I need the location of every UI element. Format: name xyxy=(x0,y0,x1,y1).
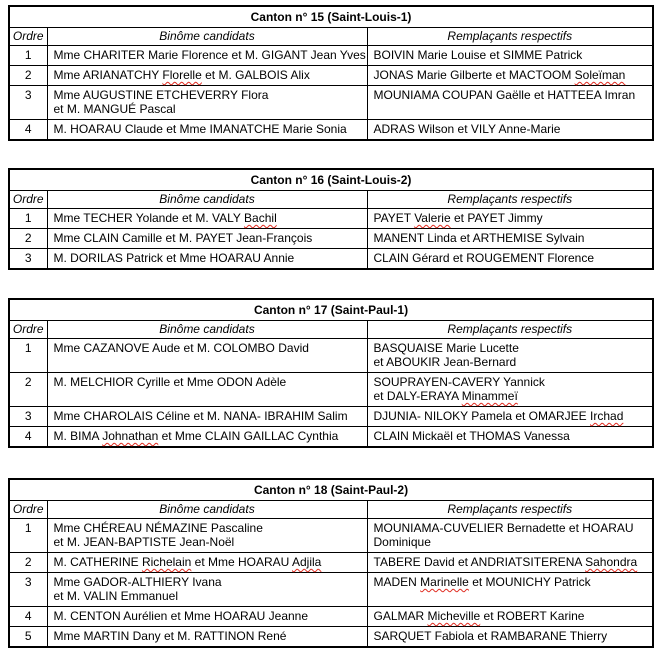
table-row xyxy=(9,627,653,648)
text-line xyxy=(374,389,649,403)
binome-cell xyxy=(47,249,367,270)
text-line xyxy=(54,575,363,589)
remplacants-cell xyxy=(367,627,653,648)
ordre-cell: 1 xyxy=(9,209,47,229)
text-run: et M. GALBOIS Alix xyxy=(201,68,310,82)
text-line xyxy=(374,88,649,102)
text-run: SOUPRAYEN-CAVERY Yannick xyxy=(373,375,545,389)
binome-cell xyxy=(47,373,367,407)
remplacants-cell xyxy=(367,427,653,448)
ordre-cell: 4 xyxy=(9,427,47,448)
column-header-row xyxy=(9,28,653,46)
binome-cell xyxy=(47,339,367,373)
column-header-binome: Binôme candidats xyxy=(47,28,367,46)
remplacants-cell xyxy=(367,209,653,229)
ordre-cell: 2 xyxy=(9,66,47,86)
binome-cell xyxy=(47,66,367,86)
text-line xyxy=(54,251,363,265)
misspelled-word: Minammeï xyxy=(461,389,518,403)
table-row xyxy=(9,519,653,553)
remplacants-cell xyxy=(367,249,653,270)
table-row xyxy=(9,46,653,66)
text-run: DJUNIA- NILOKY Pamela et OMARJEE xyxy=(373,409,591,423)
column-header-remplacants: Remplaçants respectifs xyxy=(367,501,653,519)
column-header-binome: Binôme candidats xyxy=(47,321,367,339)
text-line xyxy=(54,629,363,643)
text-line xyxy=(54,521,363,535)
remplacants-cell xyxy=(367,86,653,120)
text-run: PAYET xyxy=(373,211,415,225)
ordre-cell: 2 xyxy=(9,373,47,407)
column-header-row xyxy=(9,191,653,209)
text-run: Dominique xyxy=(373,535,431,549)
binome-cell xyxy=(47,627,367,648)
binome-cell xyxy=(47,427,367,448)
binome-cell xyxy=(47,46,367,66)
text-line xyxy=(374,575,649,589)
table-row xyxy=(9,553,653,573)
text-run: et Mme HOARAU xyxy=(191,555,292,569)
text-line xyxy=(54,211,363,225)
text-line xyxy=(54,341,363,355)
text-run: SARQUET Fabiola et RAMBARANE Thierry xyxy=(373,629,608,643)
text-run: CLAIN Mickaël et THOMAS Vanessa xyxy=(373,429,570,443)
canton-table xyxy=(8,5,654,141)
misspelled-word: Florelle xyxy=(162,68,202,82)
text-run: et M. MANGUÉ Pascal xyxy=(53,102,176,116)
table-title-row xyxy=(9,6,653,28)
text-run: CLAIN Gérard et ROUGEMENT Florence xyxy=(373,251,595,265)
text-run: MOUNIAMA-CUVELIER Bernadette et HOARAU xyxy=(373,521,634,535)
remplacants-cell xyxy=(367,519,653,553)
text-line xyxy=(374,429,649,443)
table-row xyxy=(9,373,653,407)
text-run: M. CENTON Aurélien et Mme HOARAU Jeanne xyxy=(53,609,309,623)
remplacants-cell xyxy=(367,66,653,86)
text-line xyxy=(54,102,363,116)
table-title-row xyxy=(9,169,653,191)
text-line xyxy=(374,231,649,245)
misspelled-word: Irchad xyxy=(590,409,624,423)
table-title: Canton n° 17 (Saint-Paul-1) xyxy=(9,299,653,321)
column-header-ordre: Ordre xyxy=(9,501,47,519)
text-line xyxy=(374,251,649,265)
text-run: Mme ARIANATCHY xyxy=(53,68,163,82)
ordre-cell: 1 xyxy=(9,46,47,66)
text-run: M. MELCHIOR Cyrille et Mme ODON Adèle xyxy=(53,375,287,389)
text-run: Mme MARTIN Dany et M. RATTINON René xyxy=(53,629,287,643)
table-title: Canton n° 16 (Saint-Louis-2) xyxy=(9,169,653,191)
table-row xyxy=(9,407,653,427)
text-line xyxy=(374,555,649,569)
column-header-row xyxy=(9,321,653,339)
text-line xyxy=(374,48,649,62)
text-run: MANENT Linda et ARTHEMISE Sylvain xyxy=(373,231,585,245)
column-header-remplacants: Remplaçants respectifs xyxy=(367,191,653,209)
misspelled-word: Bachil xyxy=(244,211,277,225)
binome-cell xyxy=(47,86,367,120)
text-line xyxy=(54,122,363,136)
text-run: et Mme CLAIN GAILLAC Cynthia xyxy=(158,429,339,443)
text-line xyxy=(374,68,649,82)
text-run: TABERE David et ANDRIATSITERENA xyxy=(373,555,586,569)
table-row xyxy=(9,339,653,373)
text-run: Mme CLAIN Camille et M. PAYET Jean-François xyxy=(53,231,313,245)
canton-table xyxy=(8,168,654,270)
binome-cell xyxy=(47,519,367,553)
text-line xyxy=(54,609,363,623)
text-line xyxy=(54,88,363,102)
text-run: BASQUAISE Marie Lucette xyxy=(373,341,519,355)
table-title: Canton n° 18 (Saint-Paul-2) xyxy=(9,479,653,501)
table-row xyxy=(9,66,653,86)
binome-cell xyxy=(47,553,367,573)
table-row xyxy=(9,86,653,120)
text-run: et M. VALIN Emmanuel xyxy=(53,589,178,603)
binome-cell xyxy=(47,209,367,229)
text-line xyxy=(374,535,649,549)
text-run: M. DORILAS Patrick et Mme HOARAU Annie xyxy=(53,251,295,265)
table-title-row xyxy=(9,479,653,501)
text-line xyxy=(374,375,649,389)
text-run: Mme CHÉREAU NÉMAZINE Pascaline xyxy=(53,521,263,535)
misspelled-word: Richelain xyxy=(141,555,192,569)
misspelled-word: Valerie xyxy=(414,211,451,225)
text-run: BOIVIN Marie Louise et SIMME Patrick xyxy=(373,48,583,62)
misspelled-word: Johnathan xyxy=(102,429,159,443)
text-line xyxy=(54,409,363,423)
text-line xyxy=(374,355,649,369)
text-run: et M. JEAN-BAPTISTE Jean-Noël xyxy=(53,535,235,549)
text-line xyxy=(54,231,363,245)
text-line xyxy=(53,48,366,62)
ordre-cell: 4 xyxy=(9,607,47,627)
text-line xyxy=(374,629,649,643)
text-run: M. HOARAU Claude et Mme IMANATCHE Marie Sonia xyxy=(53,122,347,136)
column-header-ordre: Ordre xyxy=(9,191,47,209)
remplacants-cell xyxy=(367,407,653,427)
remplacants-cell xyxy=(367,607,653,627)
text-run: JONAS Marie Gilberte et MACTOOM xyxy=(373,68,575,82)
remplacants-cell xyxy=(367,553,653,573)
ordre-cell: 3 xyxy=(9,573,47,607)
remplacants-cell xyxy=(367,120,653,141)
text-run: Mme AUGUSTINE ETCHEVERRY Flora xyxy=(53,88,269,102)
text-run: Mme CHARITER Marie Florence et M. GIGANT Jean Yves xyxy=(53,48,366,62)
column-header-remplacants: Remplaçants respectifs xyxy=(367,321,653,339)
text-line xyxy=(374,341,649,355)
text-run: Mme CHAROLAIS Céline et M. NANA- IBRAHIM Salim xyxy=(53,409,348,423)
misspelled-word: Marinelle xyxy=(420,575,469,589)
text-run: et MOUNICHY Patrick xyxy=(468,575,591,589)
misspelled-word: Sahondra xyxy=(585,555,638,569)
binome-cell xyxy=(47,407,367,427)
text-line xyxy=(54,555,363,569)
remplacants-cell xyxy=(367,573,653,607)
column-header-ordre: Ordre xyxy=(9,321,47,339)
canton-table xyxy=(8,478,654,648)
text-run: MADEN xyxy=(373,575,421,589)
column-header-binome: Binôme candidats xyxy=(47,501,367,519)
ordre-cell: 2 xyxy=(9,229,47,249)
text-run: et DALY-ERAYA xyxy=(373,389,462,403)
binome-cell xyxy=(47,573,367,607)
text-line xyxy=(374,211,649,225)
binome-cell xyxy=(47,607,367,627)
text-line xyxy=(374,521,649,535)
text-run: MOUNIAMA COUPAN Gaëlle et HATTEEA Imran xyxy=(373,88,636,102)
misspelled-word: Micheville xyxy=(427,609,481,623)
text-run: et ROBERT Karine xyxy=(480,609,585,623)
remplacants-cell xyxy=(367,46,653,66)
table-row xyxy=(9,607,653,627)
text-run: GALMAR xyxy=(373,609,428,623)
misspelled-word: Soleïman xyxy=(574,68,626,82)
ordre-cell: 1 xyxy=(9,339,47,373)
text-run: Mme GADOR-ALTHIERY Ivana xyxy=(53,575,222,589)
column-header-row xyxy=(9,501,653,519)
ordre-cell: 1 xyxy=(9,519,47,553)
remplacants-cell xyxy=(367,373,653,407)
text-run: M. BIMA xyxy=(53,429,103,443)
text-line xyxy=(54,68,363,82)
ordre-cell: 2 xyxy=(9,553,47,573)
text-run: ADRAS Wilson et VILY Anne-Marie xyxy=(373,122,561,136)
ordre-cell: 3 xyxy=(9,407,47,427)
binome-cell xyxy=(47,120,367,141)
binome-cell xyxy=(47,229,367,249)
column-header-remplacants: Remplaçants respectifs xyxy=(367,28,653,46)
text-line xyxy=(54,589,363,603)
table-title: Canton n° 15 (Saint-Louis-1) xyxy=(9,6,653,28)
misspelled-word: Adjila xyxy=(292,555,322,569)
remplacants-cell xyxy=(367,229,653,249)
text-line xyxy=(374,609,649,623)
text-line xyxy=(374,122,649,136)
ordre-cell: 3 xyxy=(9,86,47,120)
text-line xyxy=(54,375,363,389)
text-run: Mme TECHER Yolande et M. VALY xyxy=(53,211,245,225)
text-line xyxy=(374,409,649,423)
ordre-cell: 4 xyxy=(9,120,47,141)
table-row xyxy=(9,427,653,448)
table-row xyxy=(9,249,653,270)
text-run: M. CATHERINE xyxy=(53,555,142,569)
table-title-row xyxy=(9,299,653,321)
column-header-ordre: Ordre xyxy=(9,28,47,46)
remplacants-cell xyxy=(367,339,653,373)
table-row xyxy=(9,209,653,229)
table-row xyxy=(9,120,653,141)
canton-table xyxy=(8,298,654,448)
table-row xyxy=(9,229,653,249)
ordre-cell: 5 xyxy=(9,627,47,648)
text-line xyxy=(54,535,363,549)
text-line xyxy=(54,429,363,443)
text-run: Mme CAZANOVE Aude et M. COLOMBO David xyxy=(53,341,309,355)
table-row xyxy=(9,573,653,607)
column-header-binome: Binôme candidats xyxy=(47,191,367,209)
text-run: et PAYET Jimmy xyxy=(450,211,543,225)
text-run: et ABOUKIR Jean-Bernard xyxy=(373,355,517,369)
ordre-cell: 3 xyxy=(9,249,47,270)
